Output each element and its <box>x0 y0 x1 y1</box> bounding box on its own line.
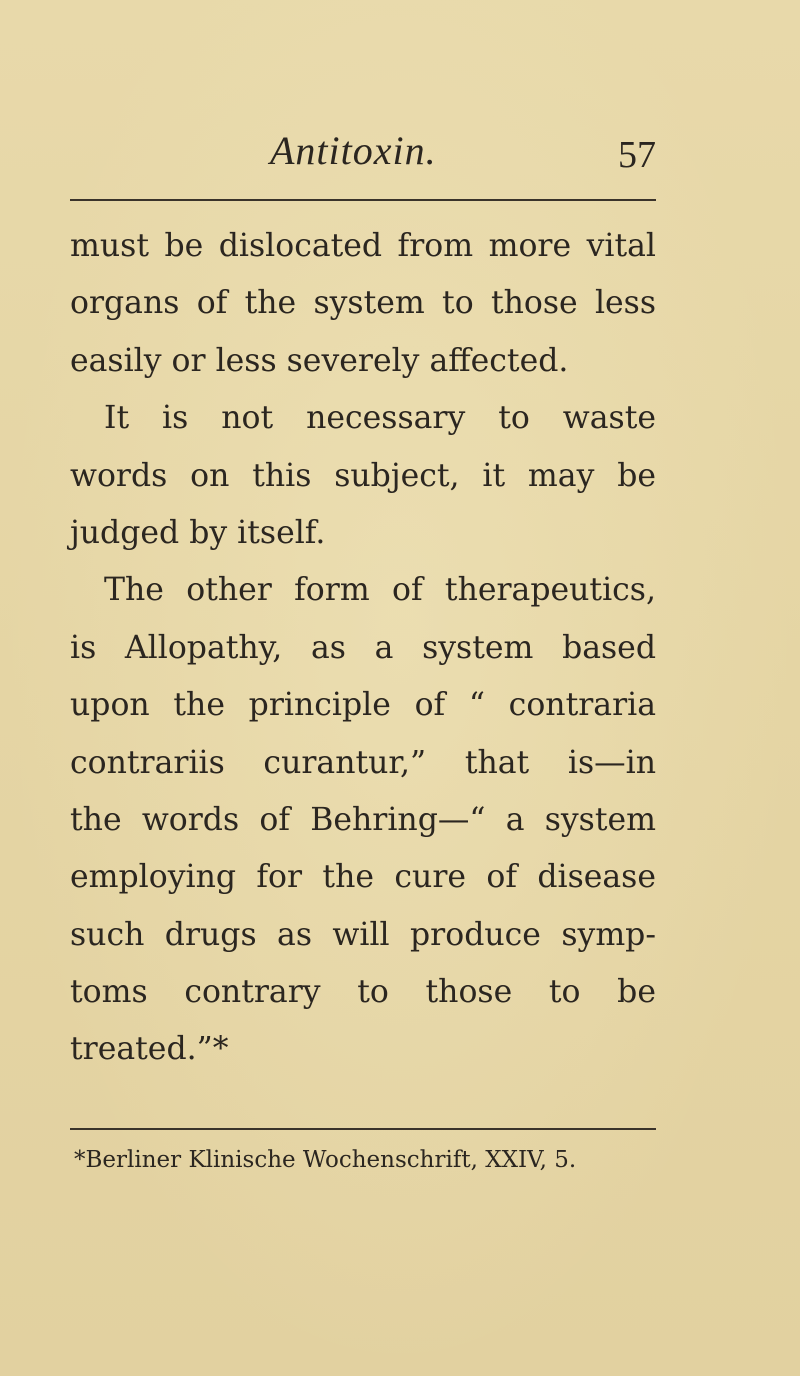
body-text <box>70 218 656 1079</box>
text-line: easily or less severely affected. <box>70 342 569 379</box>
text-line: words on this subject, it may be <box>70 457 656 494</box>
text-line: upon the principle of “ contraria <box>70 687 656 724</box>
text-line: toms contrary to those to be <box>70 974 656 1011</box>
text-line: It is not necessary to waste <box>104 400 656 437</box>
text-line: judged by itself. <box>70 514 326 551</box>
page-number: 57 <box>618 134 656 176</box>
text-line: treated.”* <box>70 1031 229 1068</box>
text-line: The other form of therapeutics, <box>104 572 656 609</box>
header-rule <box>70 199 656 201</box>
footnote: *Berliner Klinische Wochenschrift, XXIV, 5. <box>74 1147 577 1173</box>
text-line: employing for the cure of disease <box>70 859 656 896</box>
text-line: must be dislocated from more vital <box>70 228 656 264</box>
running-head <box>70 128 656 174</box>
text-line: organs of the system to those less <box>70 285 656 322</box>
text-line: such drugs as will produce symp- <box>70 916 656 953</box>
footnote-rule <box>70 1128 656 1130</box>
text-line: contrariis curantur,” that is—in <box>70 744 656 781</box>
text-line: is Allopathy, as a system based <box>70 629 656 666</box>
running-title: Antitoxin. <box>270 128 437 173</box>
text-line: the words of Behring—“ a system <box>70 801 656 838</box>
